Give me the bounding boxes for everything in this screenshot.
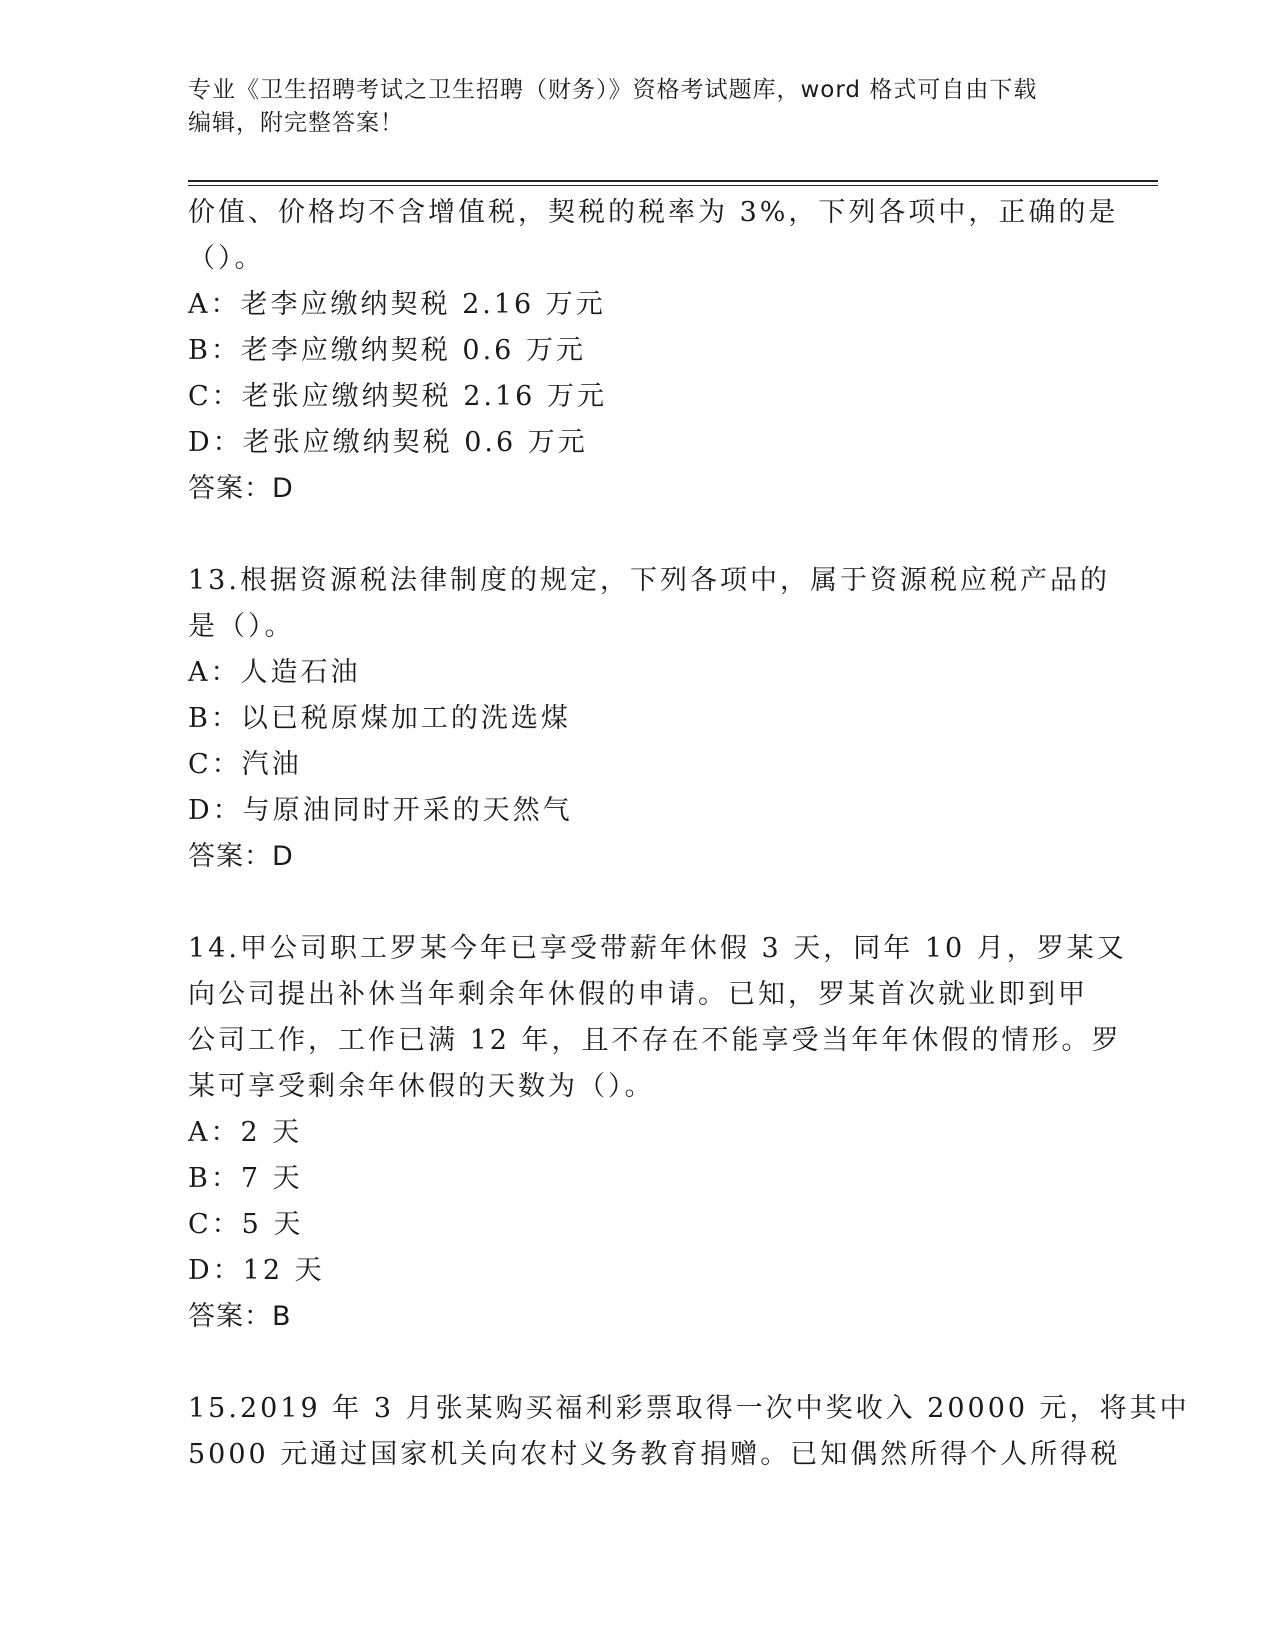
- question-stem-line: 13.根据资源税法律制度的规定，下列各项中，属于资源税应税产品的: [188, 565, 1110, 596]
- option-d: D：与原油同时开采的天然气: [188, 795, 573, 826]
- question-stem-line: 14.甲公司职工罗某今年已享受带薪年休假 3 天，同年 10 月，罗某又: [188, 933, 1127, 964]
- question-stem-line: 是（）。: [188, 611, 295, 642]
- option-a: A：老李应缴纳契税 2.16 万元: [188, 289, 606, 320]
- option-d: D：老张应缴纳契税 0.6 万元: [188, 427, 588, 458]
- header-divider-thick: [188, 180, 1158, 182]
- question-stem-line: 5000 元通过国家机关向农村义务教育捐赠。已知偶然所得个人所得税: [188, 1439, 1121, 1470]
- question-stem-line: 某可享受剩余年休假的天数为（）。: [188, 1071, 655, 1102]
- question-stem-line: 15.2019 年 3 月张某购买福利彩票取得一次中奖收入 20000 元，将其中: [188, 1393, 1190, 1424]
- spacer: [188, 880, 1088, 926]
- header-divider-thin: [188, 185, 1158, 186]
- question-13: [188, 558, 1110, 880]
- option-b: B：以已税原煤加工的洗选煤: [188, 703, 571, 734]
- option-d: D：12 天: [188, 1255, 325, 1286]
- option-c: C：5 天: [188, 1209, 304, 1240]
- answer-line: 答案：B: [188, 1301, 292, 1332]
- option-b: B：7 天: [188, 1163, 303, 1194]
- option-b: B：老李应缴纳契税 0.6 万元: [188, 335, 586, 366]
- question-14: [188, 926, 1127, 1340]
- question-15: [188, 1386, 1190, 1478]
- spacer: [188, 512, 1088, 558]
- spacer: [188, 1340, 1088, 1386]
- answer-line: 答案：D: [188, 473, 294, 504]
- question-stem-line: 价值、价格均不含增值税，契税的税率为 3%，下列各项中，正确的是: [188, 197, 1119, 228]
- question-stem-line: （）。: [188, 243, 265, 274]
- option-a: A：人造石油: [188, 657, 361, 688]
- question-stem-line: 向公司提出补休当年剩余年休假的申请。已知，罗某首次就业即到甲: [188, 979, 1088, 1010]
- question-stem-line: 公司工作，工作已满 12 年，且不存在不能享受当年年休假的情形。罗: [188, 1025, 1122, 1056]
- document-body: [188, 190, 1190, 1478]
- header-line-2: 编辑，附完整答案！: [188, 110, 404, 136]
- option-c: C：汽油: [188, 749, 302, 780]
- option-c: C：老张应缴纳契税 2.16 万元: [188, 381, 607, 412]
- header-line-1: 专业《卫生招聘考试之卫生招聘（财务）》资格考试题库，word 格式可自由下载: [188, 77, 1038, 103]
- option-a: A：2 天: [188, 1117, 303, 1148]
- question-12: [188, 190, 1119, 512]
- document-header: [188, 74, 1088, 140]
- answer-line: 答案：D: [188, 841, 294, 872]
